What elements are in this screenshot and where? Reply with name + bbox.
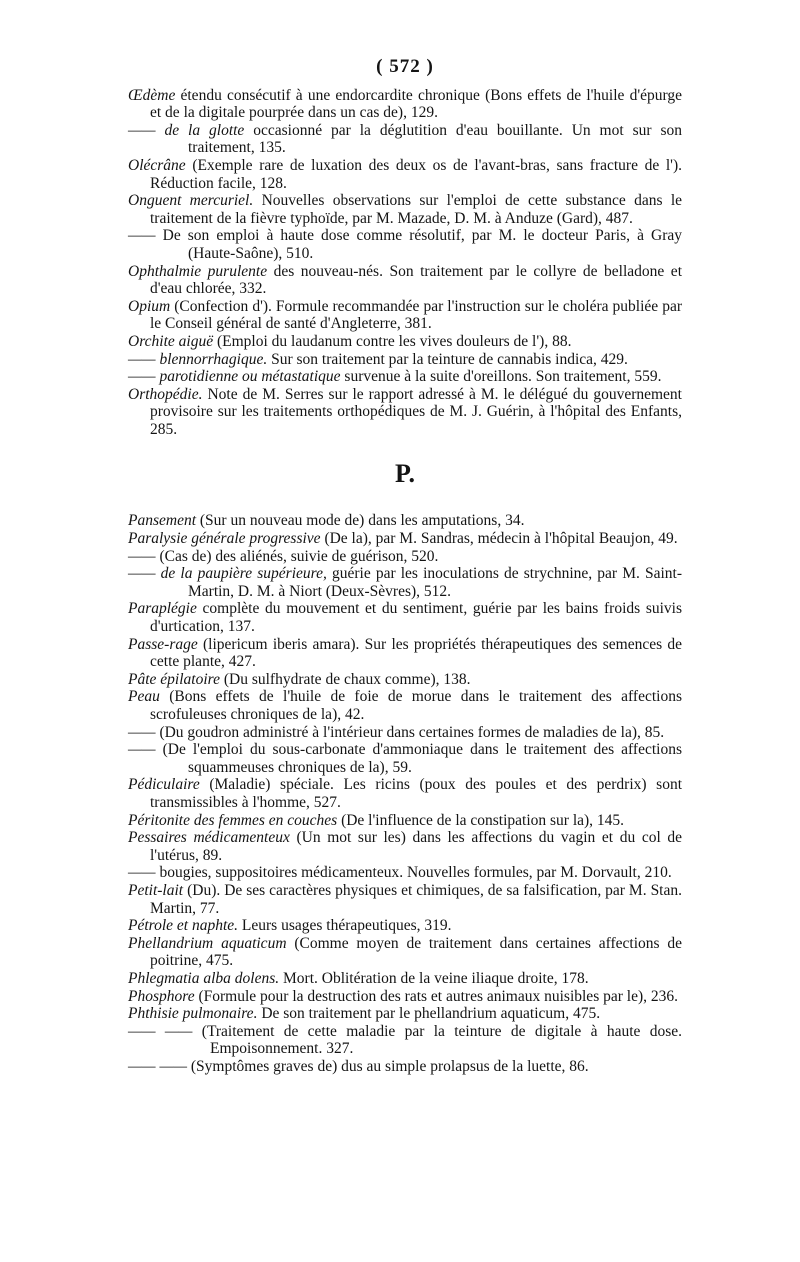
index-entry (128, 636, 682, 671)
entry-text: De son traitement par le phellandrium aquaticum, 475. (261, 1005, 601, 1023)
entry-text: (Traitement de cette maladie par la teinture de digitale à haute dose. Empoisonnement. 327. (201, 1022, 682, 1058)
entry-heading: —— (128, 547, 156, 565)
entry-text: (Comme moyen de traitement dans certaines affections de poitrine, 475. (150, 934, 683, 970)
entry-heading: Œdème (128, 86, 176, 104)
entry-text: (Du). De ses caractères physiques et chimiques, de sa falsification, par M. Stan. Martin, 77. (150, 881, 682, 917)
entry-text: étendu consécutif à une endorcardite chronique (Bons effets de l'huile d'épurge et de la digitale pourprée dans un cas de), 129. (150, 86, 683, 122)
entry-heading: Phellandrium aquaticum (128, 934, 287, 952)
entry-text: (Emploi du laudanum contre les vives douleurs de l'), 88. (216, 332, 572, 350)
entry-heading: Péritonite des femmes en couches (128, 811, 338, 829)
index-entry (128, 829, 682, 864)
page-number: ( 572 ) (376, 56, 434, 77)
entry-text: (Confection d'). Formule recommandée par l'instruction sur le choléra publiée par le Conseil général de santé d'Angleterre, 381. (150, 297, 683, 333)
entry-text: (Sur un nouveau mode de) dans les amputations, 34. (199, 512, 525, 530)
index-entry (128, 600, 682, 635)
entry-text: Mort. Oblitération de la veine iliaque droite, 178. (283, 969, 589, 987)
entry-heading: —— de la glotte (128, 121, 245, 139)
entry-heading: —— de la paupière supérieure, (128, 565, 327, 583)
entry-heading: —— (128, 227, 156, 245)
entry-text: survenue à la suite d'oreillons. Son traitement, 559. (344, 368, 662, 386)
entry-heading: —— (128, 741, 156, 759)
entry-text: (Du sulfhydrate de chaux comme), 138. (223, 670, 471, 688)
entry-text: (Maladie) spéciale. Les ricins (poux des poules et des perdrix) sont transmissibles à l'homme, 527. (150, 776, 683, 811)
index-entry (128, 741, 682, 776)
entry-text: (Bons effets de l'huile de foie de morue dans le traitement des affections scrofuleuses chroniques de la), 42. (150, 688, 682, 723)
entry-heading: Phthisie pulmonaire. (128, 1005, 258, 1023)
entry-text: des nouveau-nés. Son traitement par le collyre de belladone et d'eau chlorée, 332. (150, 262, 682, 298)
entry-text: (Formule pour la destruction des rats et autres animaux nuisibles par le), 236. (198, 987, 678, 1005)
index-entry (128, 263, 682, 298)
index-entry (128, 351, 682, 369)
index-entry (128, 1058, 682, 1076)
entry-text: De son emploi à haute dose comme résolutif, par M. le docteur Paris, à Gray (Haute-Saône), 510. (162, 227, 682, 262)
index-entry (128, 87, 682, 122)
entry-heading: Paralysie générale progressive (128, 530, 321, 548)
entry-heading: Passe-rage (128, 635, 198, 653)
index-entry (128, 298, 682, 333)
index-entry (128, 227, 682, 262)
index-block-p (128, 512, 682, 1075)
entry-heading: Olécrâne (128, 156, 186, 174)
entry-text: occasionné par la déglutition d'eau bouillante. Un mot sur son traitement, 135. (188, 121, 682, 157)
entry-heading: Opium (128, 297, 171, 315)
entry-heading: —— (128, 864, 156, 882)
index-entry (128, 688, 682, 723)
entry-heading: —— —— (128, 1022, 193, 1040)
index-entry (128, 988, 682, 1006)
entry-heading: Petit-lait (128, 881, 184, 899)
entry-heading: Pansement (128, 512, 197, 530)
entry-heading: Pétrole et naphte. (128, 917, 239, 935)
index-entry (128, 512, 682, 530)
index-entry (128, 970, 682, 988)
entry-text: Sur son traitement par la teinture de cannabis indica, 429. (271, 350, 628, 368)
index-entry (128, 122, 682, 157)
entry-heading: Orchite aiguë (128, 332, 214, 350)
index-entry (128, 776, 682, 811)
index-entry (128, 333, 682, 351)
entry-text: (lipericum iberis amara). Sur les propriétés thérapeutiques des semences de cette plante, 427. (150, 635, 682, 671)
entry-heading: Orthopédie. (128, 385, 203, 403)
entry-heading: Pessaires médicamenteux (128, 829, 290, 847)
entry-heading: —— parotidienne ou métastatique (128, 368, 341, 386)
index-entry (128, 882, 682, 917)
entry-text: (De l'emploi du sous-carbonate d'ammoniaque dans le traitement des affections squammeuses chroniques de la), 59. (162, 741, 683, 776)
index-entry (128, 548, 682, 566)
index-entry (128, 565, 682, 600)
entry-text: bougies, suppositoires médicamenteux. Nouvelles formules, par M. Dorvault, 210. (159, 864, 672, 882)
index-entry (128, 917, 682, 935)
index-entry (128, 1023, 682, 1058)
index-block-o (128, 87, 682, 439)
entry-heading: —— —— (128, 1057, 188, 1075)
entry-heading: —— blennorrhagique. (128, 350, 268, 368)
entry-heading: Paraplégie (128, 600, 197, 618)
entry-text: Note de M. Serres sur le rapport adressé à M. le délégué du gouvernement provisoire sur les traitements orthopédiques de M. J. Guérin, à l'hôpital des Enfants, 285. (150, 385, 682, 438)
index-entry (128, 368, 682, 386)
index-entry (128, 386, 682, 439)
entry-text: guérie par les inoculations de strychnine, par M. Saint-Martin, D. M. à Niort (Deux-Sèvres), 512. (188, 565, 683, 600)
entry-text: (De l'influence de la constipation sur la), 145. (341, 811, 625, 829)
entry-text: (Du goudron administré à l'intérieur dans certaines formes de maladies de la), 85. (159, 723, 665, 741)
index-entry (128, 530, 682, 548)
entry-text: (Un mot sur les) dans les affections du vagin et du col de l'utérus, 89. (150, 829, 683, 864)
index-entry (128, 1005, 682, 1023)
section-letter: P. (395, 459, 415, 489)
entry-text: Leurs usages thérapeutiques, 319. (241, 917, 452, 935)
index-entry (128, 935, 682, 970)
entry-heading: Peau (128, 688, 160, 706)
entry-heading: Phlegmatia alba dolens. (128, 969, 280, 987)
entry-text: (Cas de) des aliénés, suivie de guérison, 520. (159, 547, 439, 565)
entry-heading: Pédiculaire (128, 776, 200, 794)
entry-heading: Phosphore (128, 987, 195, 1005)
entry-heading: Ophthalmie purulente (128, 262, 268, 280)
index-entry (128, 157, 682, 192)
index-entry (128, 864, 682, 882)
entry-text: (De la), par M. Sandras, médecin à l'hôpital Beaujon, 49. (324, 530, 678, 548)
entry-heading: Pâte épilatoire (128, 670, 220, 688)
index-entry (128, 192, 682, 227)
entry-text: Nouvelles observations sur l'emploi de cette substance dans le traitement de la fièvre typhoïde, par M. Mazade, D. M. à Anduze (Gard), 487. (150, 192, 683, 227)
index-entry (128, 724, 682, 742)
entry-text: (Symptômes graves de) dus au simple prolapsus de la luette, 86. (190, 1057, 589, 1075)
index-entry (128, 671, 682, 689)
index-entry (128, 812, 682, 830)
entry-text: (Exemple rare de luxation des deux os de l'avant-bras, sans fracture de l'). Réduction facile, 128. (150, 156, 682, 192)
entry-text: complète du mouvement et du sentiment, guérie par les bains froids suivis d'urtication, 137. (150, 600, 683, 636)
entry-heading: —— (128, 723, 156, 741)
entry-heading: Onguent mercuriel. (128, 192, 254, 210)
